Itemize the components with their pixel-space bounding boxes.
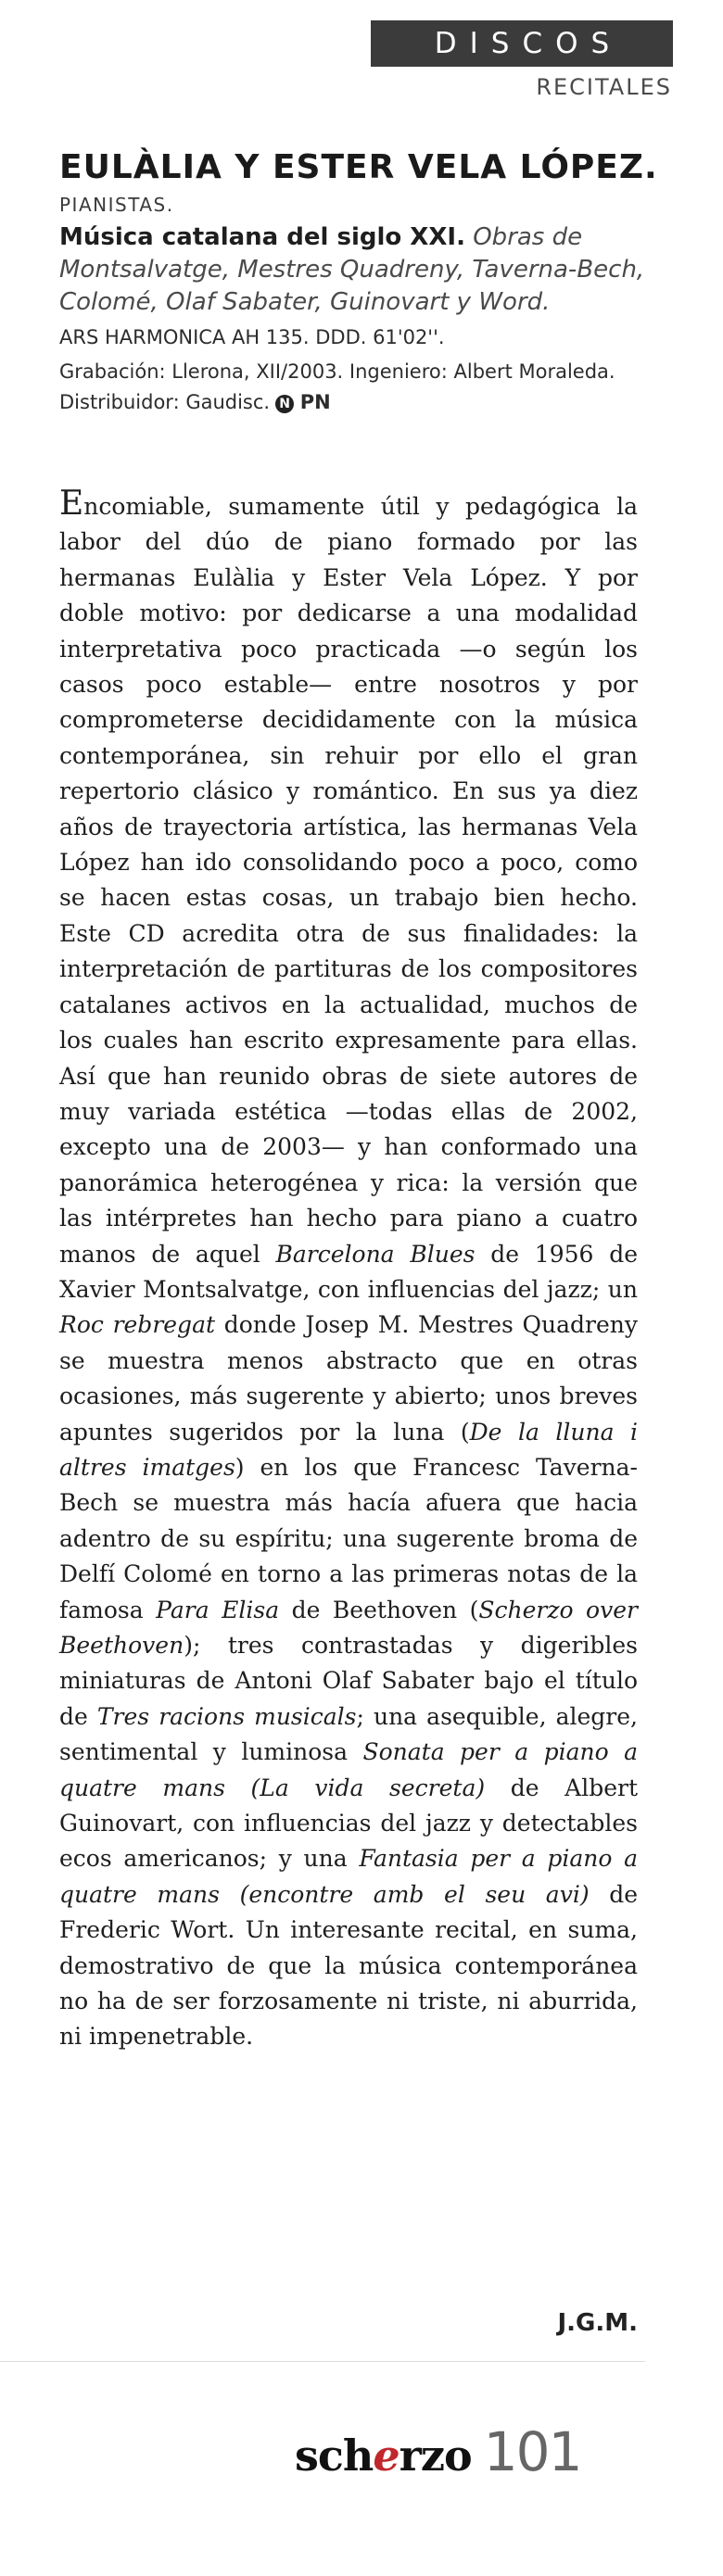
body-text-segment: donde Josep M. Mestres Quadreny se muestra menos abstracto que en otras ocasiones, más sugerente y abierto; unos breves apuntes sugeridos por la luna ( — [59, 1311, 638, 1446]
italic-title: Roc rebregat — [59, 1311, 216, 1339]
body-text-segment: ); tres contrastadas y digeribles miniaturas de Antoni Olaf Sabater bajo el título de — [59, 1632, 638, 1730]
body-text-segment: ) en los que Francesc Taverna-Bech se muestra más hacía afuera que hacia adentro de su espíritu; una sugerente broma de Delfí Colomé en torno a las primeras notas de la famosa — [59, 1453, 638, 1623]
logo-accent-letter: e — [373, 2431, 400, 2481]
album-info — [59, 221, 653, 319]
body-text-segment: ncomiable, sumamente útil y pedagógica la labor del dúo de piano formado por las hermanas Eulàlia y Ester Vela López. Y por doble motivo: por dedicarse a una modalidad interpretativa poco practicada —o según los casos poco estable— entre nosotros y por comprometerse decididamente con la música contemporánea, sin rehuir por ello el gran repertorio clásico y romántico. En sus ya diez años de trayectoria artística, las hermanas Vela López han ido consolidando poco a poco, como se hacen estas cosas, un trabajo bien hecho. Este CD acredita otra de sus finalidades: la interpretación de partituras de los compositores catalanes activos en la actualidad, muchos de los cuales han escrito expresamente para ellas. Así que han reunido obras de siete autores de muy variada estética —todas ellas de 2002, excepto una de 2003— y han conformado una panorámica heterogénea y rica: la versión que las intérpretes han hecho para piano a cuatro manos de aquel — [59, 493, 638, 1268]
performer-role: PIANISTAS. — [59, 194, 174, 216]
subsection-label: RECITALES — [536, 74, 672, 100]
body-text-segment: de Beethoven ( — [279, 1596, 479, 1623]
italic-title: Para Elisa — [156, 1596, 280, 1623]
footer-divider — [0, 2361, 645, 2362]
italic-title: Fantasia per a piano a quatre mans (encontre amb el seu avi) — [59, 1845, 638, 1908]
review-meta — [59, 148, 658, 418]
body-text-segment: ; una asequible, alegre, sentimental y luminosa — [59, 1702, 638, 1766]
album-works: Obras de Montsalvatge, Mestres Quadreny, Taverna-Bech, Colomé, Olaf Sabater, Guinovart y Word. — [59, 223, 645, 316]
performers-heading: EULÀLIA Y ESTER VELA LÓPEZ. — [59, 148, 658, 186]
recording-text: Grabación: Llerona, XII/2003. Ingeniero: Albert Moraleda. Distribuidor: Gaudisc. — [59, 360, 615, 413]
italic-title: Scherzo over Beethoven — [59, 1596, 638, 1659]
initial-letter: E — [59, 485, 84, 523]
page-number: 101 — [483, 2420, 581, 2483]
section-header: DISCOS — [371, 20, 673, 67]
body-text-segment: de Frederic Wort. Un interesante recital, en suma, demostrativo de que la música contemporánea no ha de ser forzosamente ni triste, ni aburrida, ni impenetrable. — [59, 1880, 638, 2051]
italic-title: De la lluna i altres imatges — [59, 1418, 638, 1481]
italic-title: Barcelona Blues — [275, 1240, 476, 1268]
label-info: ARS HARMONICA AH 135. DDD. 61'02''. — [59, 326, 445, 348]
price-badge: PN — [299, 391, 331, 413]
body-text-segment: de Albert Guinovart, con influencias del jazz y detectables ecos americanos; y una — [59, 1774, 638, 1873]
magazine-logo: scherzo — [295, 2431, 472, 2481]
review-body — [59, 485, 639, 2055]
body-text-segment: de 1956 de Xavier Montsalvatge, con influencias del jazz; un — [59, 1240, 639, 1303]
footer — [295, 2420, 581, 2504]
album-title: Música catalana del siglo XXI. — [59, 223, 465, 251]
novelty-badge-icon: N — [275, 395, 294, 413]
recording-info — [59, 357, 653, 418]
italic-title: Tres racions musicals — [96, 1702, 357, 1730]
author-signature: J.G.M. — [557, 2309, 638, 2337]
italic-title: Sonata per a piano a quatre mans (La vida secreta) — [59, 1738, 638, 1801]
